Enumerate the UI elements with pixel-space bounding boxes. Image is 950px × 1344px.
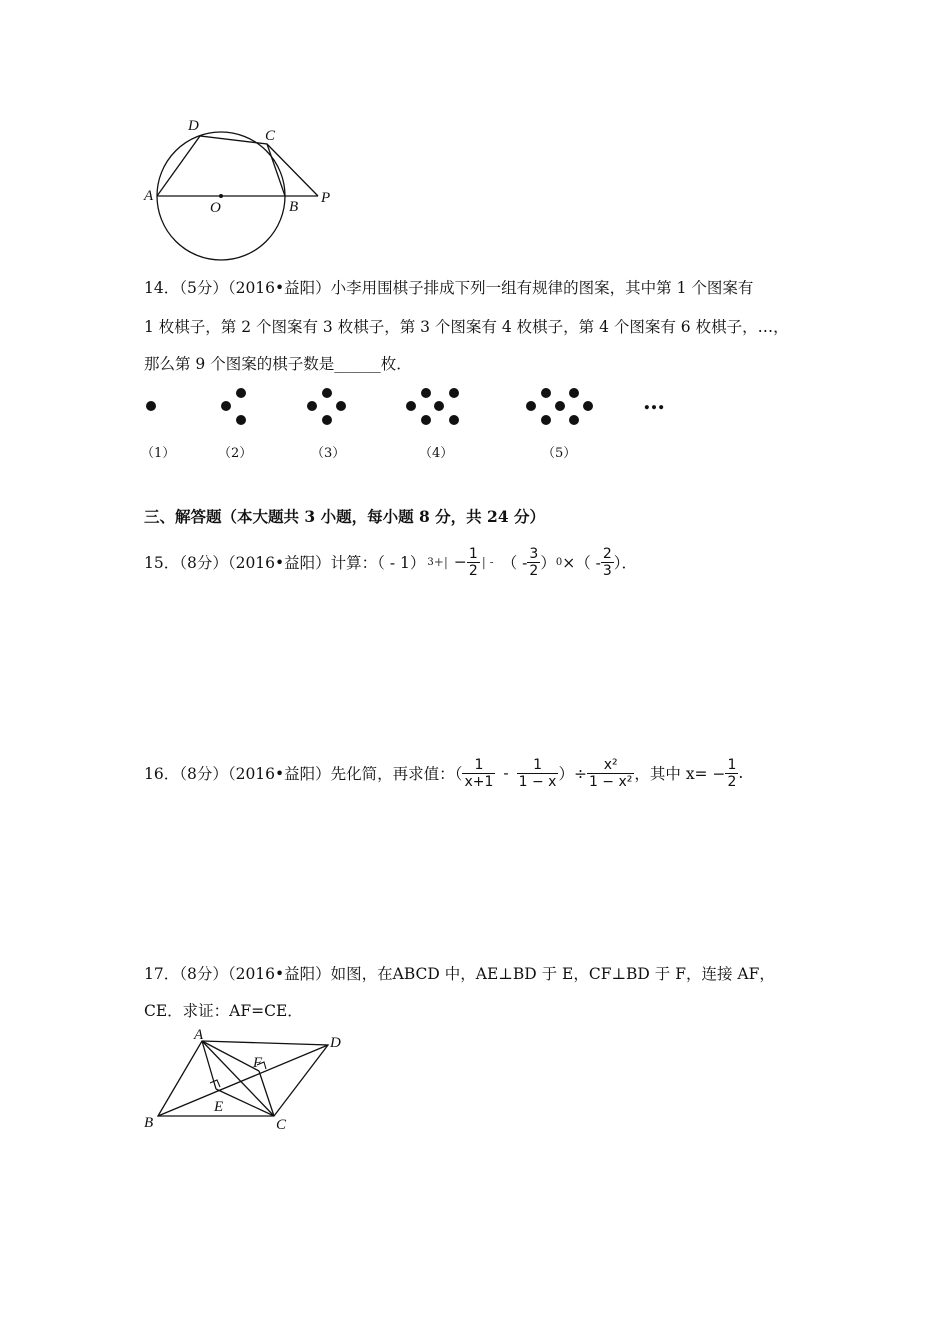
stone — [236, 388, 246, 398]
pattern-label-3: （3） — [311, 446, 346, 461]
label-a: A — [194, 1027, 204, 1043]
label-d: D — [188, 118, 199, 134]
stone — [421, 415, 431, 425]
pattern-label-2: （2） — [218, 446, 253, 461]
q17-line2: CE．求证：AF=CE． — [144, 1002, 303, 1020]
fraction-3-2: $\frac{3}{2}$ — [529, 545, 539, 579]
stone — [583, 401, 593, 411]
stone — [555, 401, 565, 411]
label-o: O — [210, 200, 221, 216]
q14-line1: 14．（5分）（2016•益阳）小李用围棋子排成下列一组有规律的图案，其中第 1 个图案有 — [144, 279, 754, 297]
fraction-1-over-1-minus-x: $\frac{1}{1 - x}$ — [518, 756, 557, 790]
fraction-2-3: $\frac{2}{3}$ — [602, 545, 612, 579]
stone — [526, 401, 536, 411]
label-c: C — [265, 128, 276, 144]
stone — [434, 401, 444, 411]
stone — [146, 401, 156, 411]
q16-line: 16．（8分）（2016•益阳）先化简，再求值：（ $\frac{1}{x+1}$ - $\frac{1}{1 - x}$ ）÷ $\frac{\text{x²}}{\text{1 − x²}}$ ，其中 x= − $\frac{1}{2}$ . — [144, 756, 744, 790]
stone — [449, 415, 459, 425]
label-c: C — [276, 1117, 287, 1133]
stone — [236, 415, 246, 425]
label-p: P — [321, 190, 331, 206]
label-f: F — [253, 1055, 263, 1071]
stone — [322, 388, 332, 398]
label-b: B — [144, 1115, 154, 1131]
label-b: B — [289, 199, 299, 215]
pattern-label-1: （1） — [141, 446, 176, 461]
label-d: D — [330, 1035, 341, 1051]
stone — [541, 388, 551, 398]
fraction-x2-over-1-minus-x2: $\frac{\text{x²}}{\text{1 − x²}}$ — [588, 756, 633, 790]
stone — [221, 401, 231, 411]
stone — [322, 415, 332, 425]
fraction-1-2: $\frac{1}{2}$ — [727, 756, 737, 790]
label-e: E — [214, 1099, 224, 1115]
q14-line2: 1 枚棋子，第 2 个图案有 3 枚棋子，第 3 个图案有 4 枚棋子，第 4 个图案有 6 枚棋子，…， — [144, 318, 789, 336]
section-heading: 三、解答题（本大题共 3 小题，每小题 8 分，共 24 分） — [144, 507, 546, 526]
circle-figure — [140, 112, 340, 262]
parallelogram-figure — [138, 1025, 358, 1140]
stone — [336, 401, 346, 411]
stone — [569, 415, 579, 425]
stone — [406, 401, 416, 411]
q15-line: 15．（8分）（2016•益阳）计算：（ - 1） 3 +| − $\frac{1}{2}$ | - （ - $\frac{3}{2}$ ） 0 ×（ - $\frac{2}{3}$ ）． — [144, 545, 638, 579]
fraction-1-over-x-plus-1: $\frac{1}{x+1}$ — [464, 756, 494, 790]
pattern-label-4: （4） — [419, 446, 454, 461]
q17-line1: 17．（8分）（2016•益阳）如图，在ABCD 中，AE⊥BD 于 E，CF⊥BD 于 F，连接 AF， — [144, 965, 775, 983]
stone — [421, 388, 431, 398]
fraction-1-2: $\frac{1}{2}$ — [468, 545, 478, 579]
stone — [307, 401, 317, 411]
stone — [569, 388, 579, 398]
label-a: A — [144, 188, 154, 204]
q14-line3: 那么第 9 个图案的棋子数是______枚． — [144, 355, 412, 373]
stone — [449, 388, 459, 398]
ellipsis: … — [643, 389, 665, 415]
pattern-label-5: （5） — [542, 446, 577, 461]
stone — [541, 415, 551, 425]
